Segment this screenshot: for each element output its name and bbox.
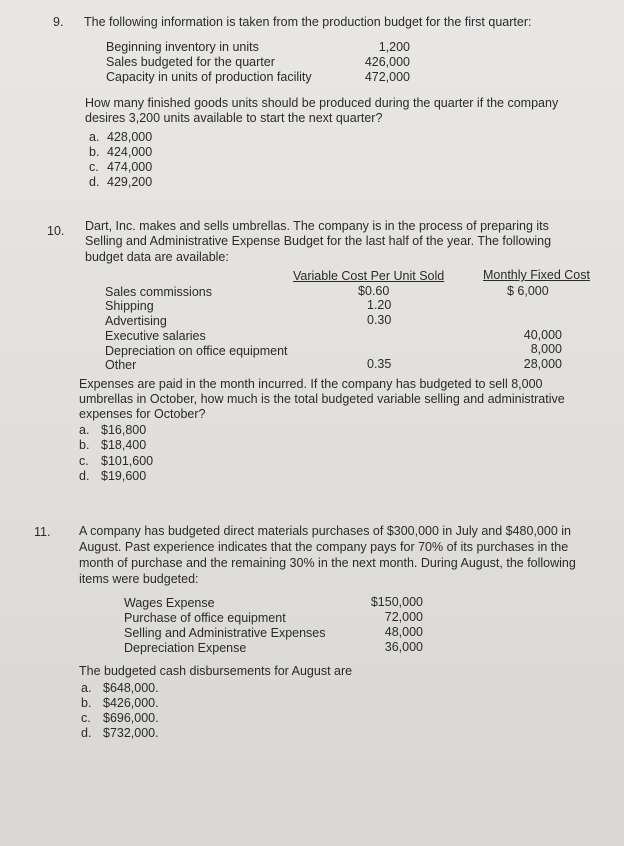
row-label: Beginning inventory in units: [106, 40, 259, 54]
row-label: Sales budgeted for the quarter: [106, 55, 275, 69]
option-letter: c.: [79, 454, 89, 468]
column-header-variable: Variable Cost Per Unit Sold: [293, 269, 445, 283]
row-label: Depreciation Expense: [124, 641, 247, 655]
question-text: How many finished goods units should be produced during the quarter if the company: [85, 96, 559, 110]
row-label: Wages Expense: [124, 596, 215, 610]
question-number: 11.: [34, 525, 51, 539]
row-value: $150,000: [370, 595, 423, 609]
row-value: 36,000: [384, 640, 423, 654]
row-label: Depreciation on office equipment: [105, 344, 288, 358]
row-label: Sales commissions: [105, 285, 212, 299]
row-value: 472,000: [364, 70, 410, 84]
option-text: $732,000.: [103, 726, 159, 740]
question-text: desires 3,200 units available to start the next quarter?: [85, 111, 383, 125]
question-intro: Selling and Administrative Expense Budget for the last half of the year. The following: [85, 234, 552, 248]
option-text: $19,600: [101, 469, 147, 483]
row-label: Selling and Administrative Expenses: [124, 626, 326, 640]
question-intro: The following information is taken from the production budget for the first quarter:: [84, 15, 532, 29]
question-text: Expenses are paid in the month incurred. If the company has budgeted to sell 8,000: [79, 377, 543, 391]
question-text: The budgeted cash disbursements for August are: [79, 664, 353, 678]
fixed-cost: 28,000: [523, 357, 562, 371]
option-letter: d.: [81, 726, 92, 740]
fixed-cost: 40,000: [523, 328, 562, 342]
question-intro: month of purchase and the remaining 30% in the next month. During August, the following: [79, 556, 576, 570]
option-text: $16,800: [101, 423, 147, 437]
row-value: 48,000: [384, 625, 423, 639]
column-header-fixed: Monthly Fixed Cost: [483, 268, 590, 282]
question-intro: Dart, Inc. makes and sells umbrellas. The company is in the process of preparing its: [85, 219, 549, 233]
question-intro: items were budgeted:: [79, 572, 199, 586]
option-letter: b.: [79, 438, 90, 452]
option-text: 424,000: [107, 145, 153, 159]
option-text: $648,000.: [103, 681, 159, 695]
row-label: Other: [105, 358, 137, 372]
row-label: Capacity in units of production facility: [106, 70, 312, 84]
question-intro: budget data are available:: [85, 250, 229, 264]
variable-cost: 0.30: [367, 313, 392, 327]
option-text: 474,000: [107, 160, 153, 174]
question-number: 10.: [47, 224, 65, 238]
question-text: expenses for October?: [79, 407, 206, 421]
option-text: 429,200: [107, 175, 153, 189]
option-letter: a.: [89, 130, 100, 144]
question-number: 9.: [53, 15, 64, 29]
fixed-cost: 8,000: [530, 342, 562, 356]
row-value: 426,000: [364, 55, 410, 69]
option-text: $696,000.: [103, 711, 159, 725]
option-letter: d.: [89, 175, 100, 189]
row-value: 1,200: [378, 40, 410, 54]
option-letter: d.: [79, 469, 90, 483]
option-letter: c.: [89, 160, 99, 174]
option-letter: c.: [81, 711, 91, 725]
question-intro: August. Past experience indicates that the company pays for 70% of its purchases in the: [79, 540, 569, 554]
variable-cost: 0.35: [367, 357, 392, 371]
option-text: $18,400: [101, 438, 147, 452]
row-value: 72,000: [384, 610, 423, 624]
option-letter: b.: [81, 696, 92, 710]
variable-cost: 1.20: [367, 298, 392, 312]
option-letter: a.: [79, 423, 90, 437]
question-intro: A company has budgeted direct materials purchases of $300,000 in July and $480,000 in: [79, 524, 571, 538]
question-text: umbrellas in October, how much is the total budgeted variable selling and administrative: [79, 392, 565, 406]
option-letter: a.: [81, 681, 92, 695]
option-letter: b.: [89, 145, 100, 159]
option-text: $101,600: [101, 454, 154, 468]
option-text: $426,000.: [103, 696, 159, 710]
row-label: Purchase of office equipment: [124, 611, 286, 625]
row-label: Advertising: [105, 314, 167, 328]
variable-cost: $0.60: [358, 284, 390, 298]
fixed-cost: $ 6,000: [507, 284, 549, 298]
row-label: Shipping: [105, 299, 154, 313]
option-text: 428,000: [107, 130, 153, 144]
row-label: Executive salaries: [105, 329, 206, 343]
